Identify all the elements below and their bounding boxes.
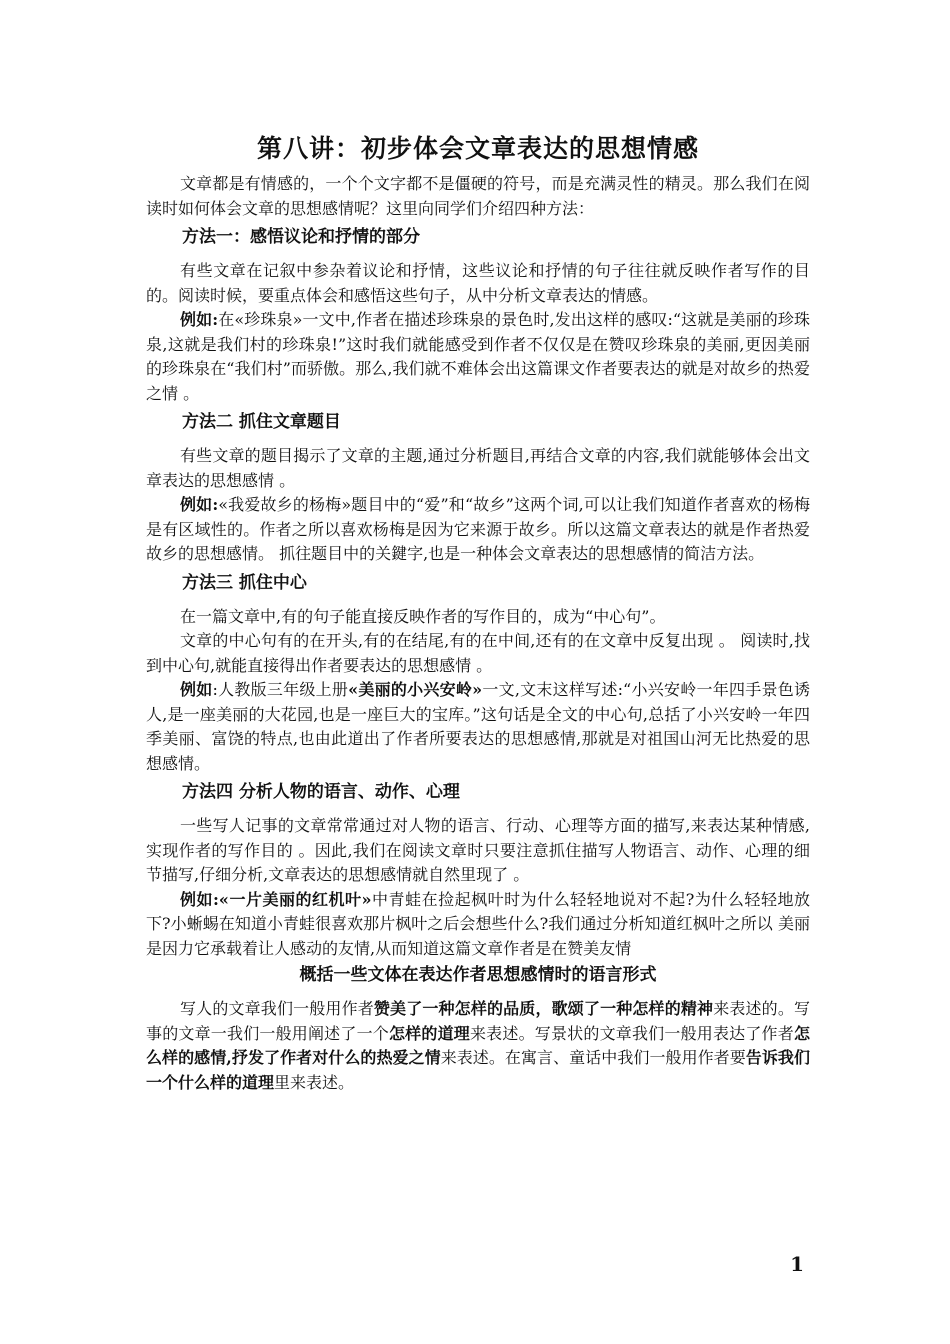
document-page	[146, 132, 810, 1095]
method-1-heading: 方法一：感悟议论和抒情的部分	[182, 227, 420, 247]
method-3-paragraph-1: 在一篇文章中,有的句子能直接反映作者的写作目的，成为“中心句”。	[180, 606, 666, 626]
page-title: 第八讲：初步体会文章表达的思想情感	[256, 134, 699, 163]
method-2-example	[146, 493, 810, 567]
method-4-example	[146, 888, 810, 962]
example-text: 中青蛙在捡起枫叶时为什么轻轻地说对不起?为什么轻轻地放下?小蜥蜴在知道小青蛙很喜欢那片枫叶之后会想些什么?我们通过分析知道红枫叶之所以 美丽是因力它承载着让人感动的友情,从而知道这篇文章作者是在赞美友情	[146, 889, 810, 958]
summary-text: 来表述。写景状的文章我们一般用表达了作者	[469, 1023, 794, 1043]
example-text: 在«珍珠泉»一文中,作者在描述珍珠泉的景色时,发出这样的感叹:“这就是美丽的珍珠泉,这就是我们村的珍珠泉!”这时我们就能感受到作者不仅仅是在赞叹珍珠泉的美丽,更因美丽的珍珠泉在“我们村”而骄傲。那么,我们就不难体会出这篇课文作者要表达的就是对故乡的热爱之情 。	[146, 310, 810, 403]
example-label: 例如:	[180, 310, 219, 329]
summary-text: 来表述的。写事的文章一我们一般用阐述了一个	[146, 999, 810, 1043]
page-number: 1	[790, 1252, 804, 1276]
summary-emphasis: 怎么样的感情,抒发了作者对什么的热爱之情	[146, 1023, 810, 1067]
intro-paragraph: 文章都是有情感的，一个个文字都不是僵硬的符号，而是充满灵性的精灵。那么我们在阅读时如何体会文章的思想感情呢？这里向同学们介绍四种方法：	[146, 174, 810, 218]
summary-paragraph	[146, 997, 810, 1095]
summary-emphasis: 告诉我们一个什么样的道理	[146, 1048, 810, 1092]
summary-emphasis: 赞美了一种怎样的品质，歌颂了一种怎样的精神	[373, 999, 714, 1018]
example-label: 例如:	[180, 495, 219, 514]
method-2-paragraph: 有些文章的题目揭示了文章的主题,通过分析题目,再结合文章的内容,我们就能够体会出文章表达的思想感情 。	[146, 446, 810, 490]
example-label: 例如	[180, 680, 213, 699]
example-book-title: «美丽的小兴安岭»	[348, 680, 483, 699]
summary-text: 写人的文章我们一般用作者	[180, 999, 374, 1018]
summary-text: 里来表述。	[274, 1072, 355, 1092]
method-3-paragraph-2: 文章的中心句有的在开头,有的在结尾,有的在中间,还有的在文章中反复出现 。 阅读时,找到中心句,就能直接得出作者要表达的思想感情 。	[146, 631, 810, 675]
summary-text: 来表述。在寓言、童话中我们一般用作者要	[440, 1048, 746, 1067]
summary-heading: 概括一些文体在表达作者思想感情时的语言形式	[299, 965, 657, 985]
method-1-example	[146, 308, 810, 406]
method-3-example	[146, 678, 810, 776]
example-text: :人教版三年级上册	[212, 680, 349, 699]
method-4-heading: 方法四 分析人物的语言、动作、心理	[182, 782, 460, 802]
summary-emphasis: 怎样的道理	[388, 1023, 470, 1043]
method-2-heading: 方法二 抓住文章题目	[182, 412, 341, 432]
example-text: 一文,文末这样写述:“小兴安岭一年四手景色诱人,是一座美丽的大花园,也是一座巨大的宝库。”这句话是全文的中心句,总括了小兴安岭一年四季美丽、富饶的特点,也由此道出了作者所要表达的思想感情,那就是对祖国山河无比热爱的思想感情。	[146, 680, 810, 773]
example-text: «我爱故乡的杨梅»题目中的“爱”和“故乡”这两个词,可以让我们知道作者喜欢的杨梅是有区域性的。作者之所以喜欢杨梅是因为它来源于故乡。所以这篇文章表达的就是作者热爱故乡的思想感情。 抓往题目中的关鍵字,也是一种体会文章表达的思想感情的简洁方法。	[146, 495, 810, 563]
example-label: 例如:«一片美丽的红机叶»	[180, 889, 372, 909]
method-3-heading: 方法三 抓住中心	[182, 572, 307, 593]
method-4-paragraph: 一些写人记事的文章常常通过对人物的语言、行动、心理等方面的描写,来表达某种情感,实现作者的写作目的 。因此,我们在阅读文章时只要注意抓住描写人物语言、动作、心理的细节描写,仔细分析,文章表达的思想感情就自然里现了 。	[146, 816, 810, 884]
method-1-paragraph: 有些文章在记叙中参杂着议论和抒情，这些议论和抒情的句子往往就反映作者写作的目的。阅读时候，要重点体会和感悟这些句子，从中分析文章表达的情感。	[146, 261, 810, 305]
